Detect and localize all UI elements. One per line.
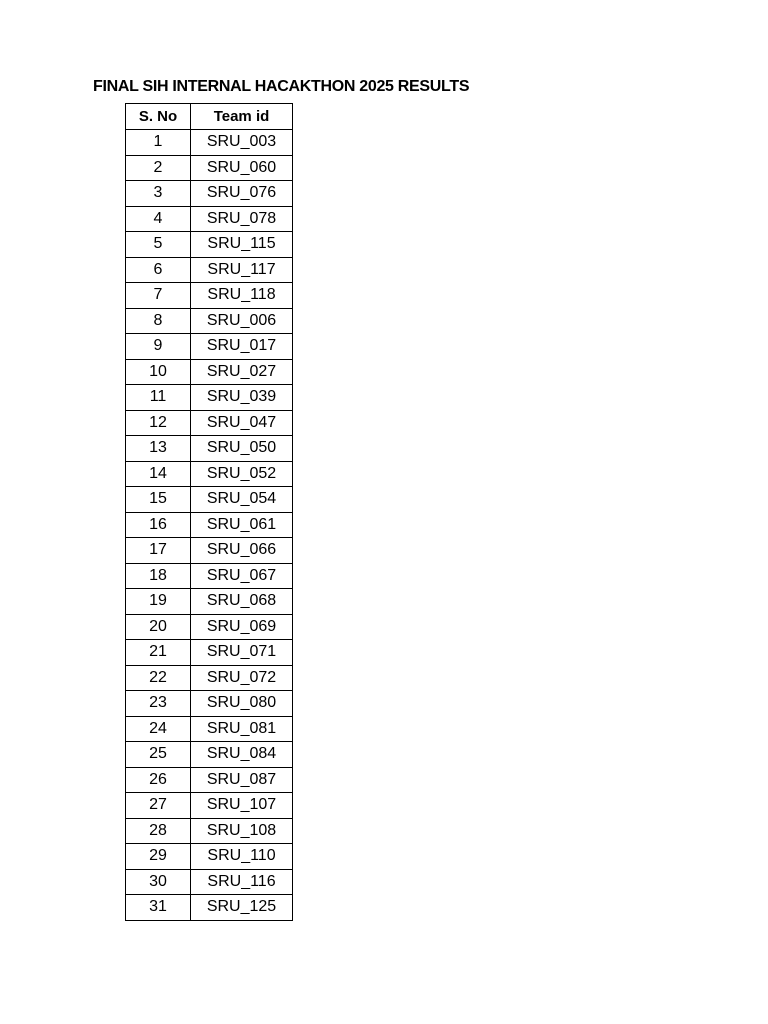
table-row bbox=[126, 793, 293, 819]
team-id-cell: SRU_117 bbox=[191, 257, 293, 283]
table-row bbox=[126, 334, 293, 360]
table-row bbox=[126, 691, 293, 717]
team-id-cell: SRU_027 bbox=[191, 359, 293, 385]
column-header-team-id: Team id bbox=[191, 104, 293, 130]
column-header-serial-number: S. No bbox=[126, 104, 191, 130]
serial-number-cell: 24 bbox=[126, 716, 191, 742]
serial-number-cell: 31 bbox=[126, 895, 191, 921]
serial-number-cell: 25 bbox=[126, 742, 191, 768]
team-id-cell: SRU_066 bbox=[191, 538, 293, 564]
team-id-cell: SRU_108 bbox=[191, 818, 293, 844]
serial-number-cell: 21 bbox=[126, 640, 191, 666]
table-row bbox=[126, 461, 293, 487]
team-id-cell: SRU_107 bbox=[191, 793, 293, 819]
table-row bbox=[126, 232, 293, 258]
team-id-cell: SRU_003 bbox=[191, 130, 293, 156]
team-id-cell: SRU_052 bbox=[191, 461, 293, 487]
table-row bbox=[126, 869, 293, 895]
team-id-cell: SRU_006 bbox=[191, 308, 293, 334]
serial-number-cell: 13 bbox=[126, 436, 191, 462]
team-id-cell: SRU_087 bbox=[191, 767, 293, 793]
serial-number-cell: 18 bbox=[126, 563, 191, 589]
table-row bbox=[126, 283, 293, 309]
serial-number-cell: 10 bbox=[126, 359, 191, 385]
table-row bbox=[126, 742, 293, 768]
team-id-cell: SRU_078 bbox=[191, 206, 293, 232]
serial-number-cell: 30 bbox=[126, 869, 191, 895]
serial-number-cell: 19 bbox=[126, 589, 191, 615]
table-row bbox=[126, 665, 293, 691]
table-row bbox=[126, 130, 293, 156]
team-id-cell: SRU_076 bbox=[191, 181, 293, 207]
serial-number-cell: 26 bbox=[126, 767, 191, 793]
table-row bbox=[126, 181, 293, 207]
serial-number-cell: 28 bbox=[126, 818, 191, 844]
team-id-cell: SRU_017 bbox=[191, 334, 293, 360]
table-row bbox=[126, 257, 293, 283]
table-row bbox=[126, 538, 293, 564]
team-id-cell: SRU_050 bbox=[191, 436, 293, 462]
team-id-cell: SRU_081 bbox=[191, 716, 293, 742]
results-table bbox=[125, 103, 293, 921]
serial-number-cell: 22 bbox=[126, 665, 191, 691]
team-id-cell: SRU_115 bbox=[191, 232, 293, 258]
team-id-cell: SRU_067 bbox=[191, 563, 293, 589]
team-id-cell: SRU_068 bbox=[191, 589, 293, 615]
team-id-cell: SRU_069 bbox=[191, 614, 293, 640]
serial-number-cell: 1 bbox=[126, 130, 191, 156]
results-table-body bbox=[126, 130, 293, 921]
team-id-cell: SRU_071 bbox=[191, 640, 293, 666]
team-id-cell: SRU_080 bbox=[191, 691, 293, 717]
team-id-cell: SRU_116 bbox=[191, 869, 293, 895]
serial-number-cell: 7 bbox=[126, 283, 191, 309]
team-id-cell: SRU_061 bbox=[191, 512, 293, 538]
serial-number-cell: 27 bbox=[126, 793, 191, 819]
team-id-cell: SRU_072 bbox=[191, 665, 293, 691]
table-row bbox=[126, 767, 293, 793]
table-row bbox=[126, 436, 293, 462]
table-row bbox=[126, 716, 293, 742]
team-id-cell: SRU_110 bbox=[191, 844, 293, 870]
table-row bbox=[126, 385, 293, 411]
serial-number-cell: 11 bbox=[126, 385, 191, 411]
table-row bbox=[126, 512, 293, 538]
table-row bbox=[126, 844, 293, 870]
team-id-cell: SRU_125 bbox=[191, 895, 293, 921]
team-id-cell: SRU_060 bbox=[191, 155, 293, 181]
team-id-cell: SRU_054 bbox=[191, 487, 293, 513]
page-title: FINAL SIH INTERNAL HACAKTHON 2025 RESULTS bbox=[93, 78, 470, 95]
serial-number-cell: 20 bbox=[126, 614, 191, 640]
table-row bbox=[126, 308, 293, 334]
serial-number-cell: 15 bbox=[126, 487, 191, 513]
serial-number-cell: 8 bbox=[126, 308, 191, 334]
serial-number-cell: 3 bbox=[126, 181, 191, 207]
team-id-cell: SRU_039 bbox=[191, 385, 293, 411]
serial-number-cell: 16 bbox=[126, 512, 191, 538]
table-row bbox=[126, 410, 293, 436]
table-row bbox=[126, 895, 293, 921]
serial-number-cell: 9 bbox=[126, 334, 191, 360]
table-row bbox=[126, 589, 293, 615]
team-id-cell: SRU_118 bbox=[191, 283, 293, 309]
serial-number-cell: 14 bbox=[126, 461, 191, 487]
table-row bbox=[126, 359, 293, 385]
serial-number-cell: 6 bbox=[126, 257, 191, 283]
serial-number-cell: 29 bbox=[126, 844, 191, 870]
table-row bbox=[126, 206, 293, 232]
table-header-row bbox=[126, 104, 293, 130]
table-row bbox=[126, 563, 293, 589]
serial-number-cell: 2 bbox=[126, 155, 191, 181]
serial-number-cell: 12 bbox=[126, 410, 191, 436]
team-id-cell: SRU_047 bbox=[191, 410, 293, 436]
table-row bbox=[126, 818, 293, 844]
serial-number-cell: 17 bbox=[126, 538, 191, 564]
team-id-cell: SRU_084 bbox=[191, 742, 293, 768]
serial-number-cell: 5 bbox=[126, 232, 191, 258]
table-row bbox=[126, 640, 293, 666]
table-row bbox=[126, 614, 293, 640]
serial-number-cell: 23 bbox=[126, 691, 191, 717]
table-row bbox=[126, 155, 293, 181]
table-row bbox=[126, 487, 293, 513]
serial-number-cell: 4 bbox=[126, 206, 191, 232]
